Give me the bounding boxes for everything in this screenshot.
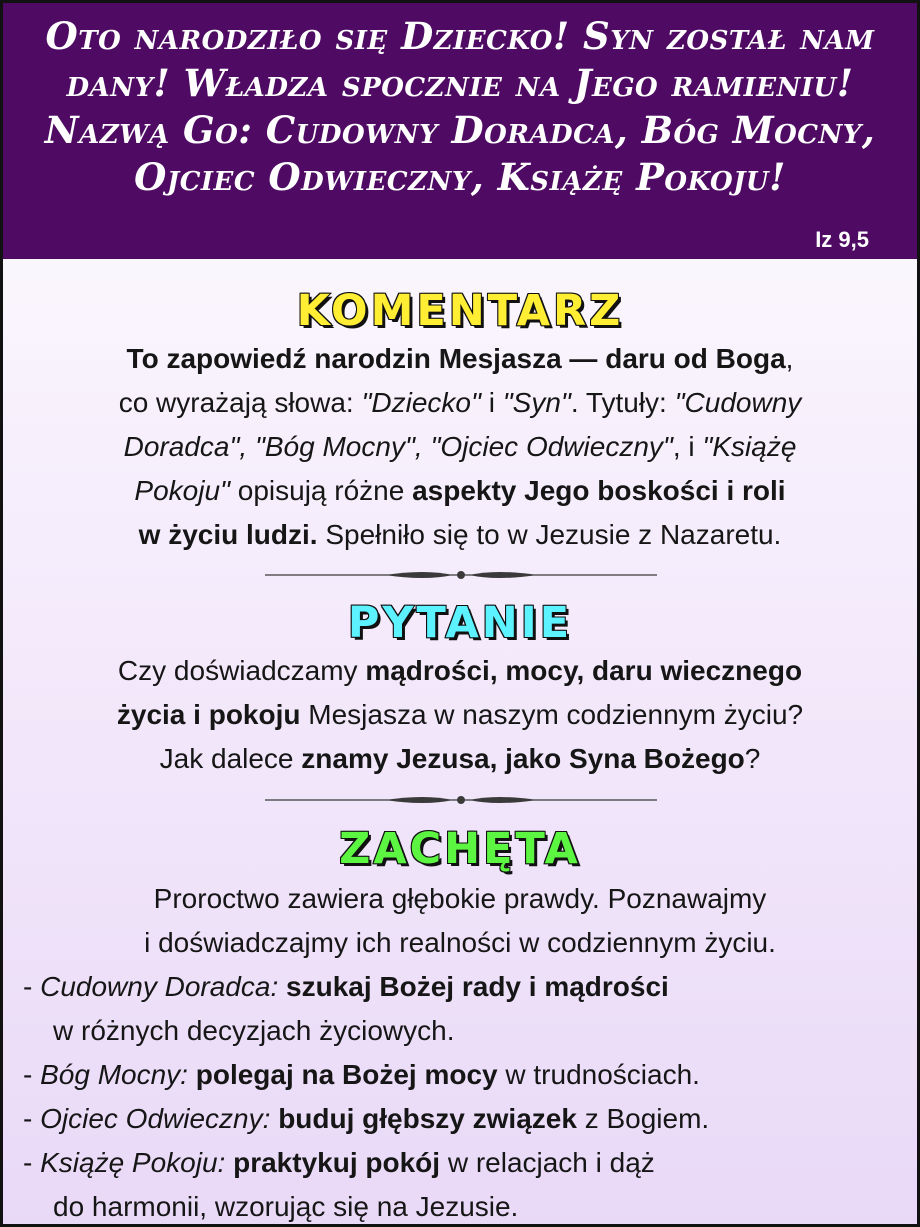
zacheta-item-continuation: w różnych decyzjach życiowych. (53, 1015, 455, 1046)
zacheta-item: - Ojciec Odwieczny: buduj głębszy związek z Bogiem. (23, 1103, 710, 1134)
pytanie-text (3, 649, 917, 781)
komentarz-line: Pokoju" opisują różne aspekty Jego boskości i roli (134, 475, 786, 506)
komentarz-line: co wyrażają słowa: "Dziecko" i "Syn". Tytuły: "Cudowny (118, 387, 802, 418)
komentarz-text (3, 337, 917, 557)
komentarz-title: KOMENTARZ (296, 286, 624, 336)
pytanie-line: Jak dalece znamy Jezusa, jako Syna Bożego? (159, 743, 761, 774)
verse-line: Nazwą Go: Cudowny Doradca, Bóg Mocny, (44, 108, 876, 152)
ornament-divider-icon (265, 568, 657, 582)
zacheta-item-continuation: do harmonii, wzorując się na Jezusie. (53, 1191, 519, 1222)
komentarz-line: Doradca", "Bóg Mocny", "Ojciec Odwieczny", i "Książę (123, 431, 797, 462)
verse-reference: Iz 9,5 (815, 227, 869, 252)
komentarz-line: To zapowiedź narodzin Mesjasza — daru od Boga, (126, 343, 794, 374)
zacheta-item: - Cudowny Doradca: szukaj Bożej rady i mądrości (23, 971, 669, 1002)
pytanie-title: PYTANIE (347, 598, 573, 648)
verse-line: Oto narodziło się Dziecko! Syn został nam (45, 14, 875, 58)
verse-header (3, 3, 917, 259)
zacheta-title: ZACHĘTA (339, 824, 581, 874)
zacheta-text (3, 877, 917, 1227)
komentarz-line: w życiu ludzi. Spełniło się to w Jezusie z Nazaretu. (138, 519, 782, 550)
verse-line: dany! Władza spocznie na Jego ramieniu! (66, 61, 854, 105)
ornament-divider-icon (265, 793, 657, 807)
zacheta-intro-line: i doświadczajmy ich realności w codziennym życiu. (144, 927, 776, 958)
zacheta-intro-line: Proroctwo zawiera głębokie prawdy. Poznawajmy (153, 883, 767, 914)
zacheta-item: - Książę Pokoju: praktykuj pokój w relacjach i dąż (23, 1147, 655, 1178)
verse-line: Ojciec Odwieczny, Książę Pokoju! (134, 155, 786, 199)
zacheta-item: - Bóg Mocny: polegaj na Bożej mocy w trudnościach. (23, 1059, 700, 1090)
pytanie-line: życia i pokoju Mesjasza w naszym codziennym życiu? (116, 699, 804, 730)
pytanie-line: Czy doświadczamy mądrości, mocy, daru wiecznego (117, 655, 803, 686)
verse-text (3, 13, 917, 201)
